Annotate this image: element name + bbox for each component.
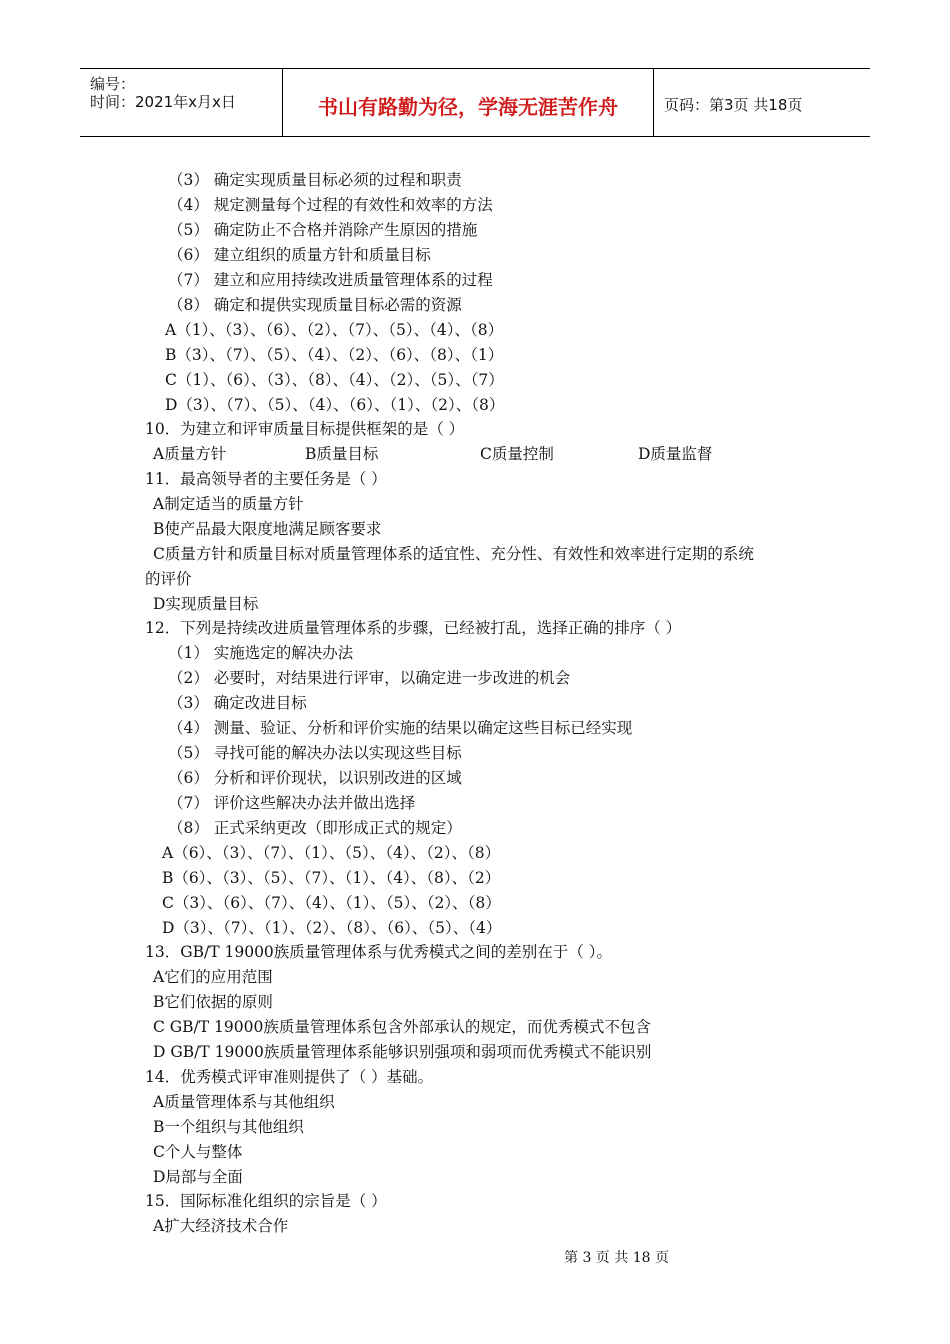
motto-text: 书山有路勤为径，学海无涯苦作舟 (318, 95, 618, 119)
option-line: C（1）、（6）、（3）、（8）、（4）、（2）、（5）、（7） (165, 371, 504, 389)
header-motto-cell (283, 69, 654, 136)
text-line: （6） 建立组织的质量方针和质量目标 (168, 246, 431, 264)
option-line: D实现质量目标 (153, 595, 259, 613)
option-line: D GB/T 19000族质量管理体系能够识别强项和弱项而优秀模式不能识别 (153, 1043, 652, 1061)
option-line: B（3）、（7）、（5）、（4）、（2）、（6）、（8）、（1） (165, 346, 504, 364)
option-line: D（3）、（7）、（1）、（2）、（8）、（6）、（5）、（4） (162, 919, 502, 937)
question-line: 11．最高领导者的主要任务是（ ） (145, 470, 387, 488)
doc-time-label: 时间：2021年x月x日 (90, 93, 236, 111)
option-line: A扩大经济技术合作 (153, 1217, 289, 1235)
text-line: （4） 规定测量每个过程的有效性和效率的方法 (168, 196, 493, 214)
page-footer: 第 3 页 共 18 页 (564, 1250, 669, 1266)
text-line: （2） 必要时，对结果进行评审，以确定进一步改进的机会 (168, 669, 571, 687)
option-line: C质量控制 (480, 445, 554, 463)
option-line: B（6）、（3）、（5）、（7）、（1）、（4）、（8）、（2） (162, 869, 501, 887)
text-line: （6） 分析和评价现状，以识别改进的区域 (168, 769, 462, 787)
page-info: 页码：第3页 共18页 (664, 96, 803, 114)
text-line: （3） 确定改进目标 (168, 694, 307, 712)
question-line: 14．优秀模式评审准则提供了（ ）基础。 (145, 1068, 434, 1086)
text-line: （7） 建立和应用持续改进质量管理体系的过程 (168, 271, 493, 289)
question-line: 10．为建立和评审质量目标提供框架的是（ ） (145, 420, 465, 438)
option-line: C GB/T 19000族质量管理体系包含外部承认的规定，而优秀模式不包含 (153, 1018, 651, 1036)
option-line: D（3）、（7）、（5）、（4）、（6）、（1）、（2）、（8） (165, 396, 505, 414)
option-line: A质量管理体系与其他组织 (153, 1093, 335, 1111)
text-line: （3） 确定实现质量目标必须的过程和职责 (168, 171, 462, 189)
document-header (80, 68, 870, 137)
option-line: B质量目标 (305, 445, 379, 463)
text-line: 的评价 (145, 570, 192, 588)
doc-number-label: 编号： (90, 75, 136, 93)
question-line: 12．下列是持续改进质量管理体系的步骤，已经被打乱，选择正确的排序（ ） (145, 619, 682, 637)
text-line: （7） 评价这些解决办法并做出选择 (168, 794, 416, 812)
option-line: D局部与全面 (153, 1168, 243, 1186)
question-line: 15．国际标准化组织的宗旨是（ ） (145, 1192, 387, 1210)
header-meta-cell (80, 69, 283, 136)
text-line: （4） 测量、验证、分析和评价实施的结果以确定这些目标已经实现 (168, 719, 633, 737)
option-line: C（3）、（6）、（7）、（4）、（1）、（5）、（2）、（8） (162, 894, 501, 912)
option-line: C质量方针和质量目标对质量管理体系的适宜性、充分性、有效性和效率进行定期的系统 (153, 545, 754, 563)
option-line: A它们的应用范围 (153, 968, 273, 986)
option-line: C个人与整体 (153, 1143, 243, 1161)
text-line: （1） 实施选定的解决办法 (168, 644, 354, 662)
option-line: D质量监督 (638, 445, 713, 463)
option-line: B一个组织与其他组织 (153, 1118, 304, 1136)
option-line: B使产品最大限度地满足顾客要求 (153, 520, 382, 538)
option-line: A（6）、（3）、（7）、（1）、（5）、（4）、（2）、（8） (162, 844, 501, 862)
text-line: （8） 正式采纳更改（即形成正式的规定） (168, 819, 462, 837)
option-line: A质量方针 (153, 445, 227, 463)
option-line: B它们依据的原则 (153, 993, 273, 1011)
text-line: （5） 寻找可能的解决办法以实现这些目标 (168, 744, 462, 762)
text-line: （8） 确定和提供实现质量目标必需的资源 (168, 296, 462, 314)
option-line: A（1）、（3）、（6）、（2）、（7）、（5）、（4）、（8） (165, 321, 504, 339)
text-line: （5） 确定防止不合格并消除产生原因的措施 (168, 221, 478, 239)
question-line: 13．GB/T 19000族质量管理体系与优秀模式之间的差别在于（ ）。 (145, 943, 612, 961)
option-line: A制定适当的质量方针 (153, 495, 304, 513)
header-page-cell (654, 69, 870, 136)
